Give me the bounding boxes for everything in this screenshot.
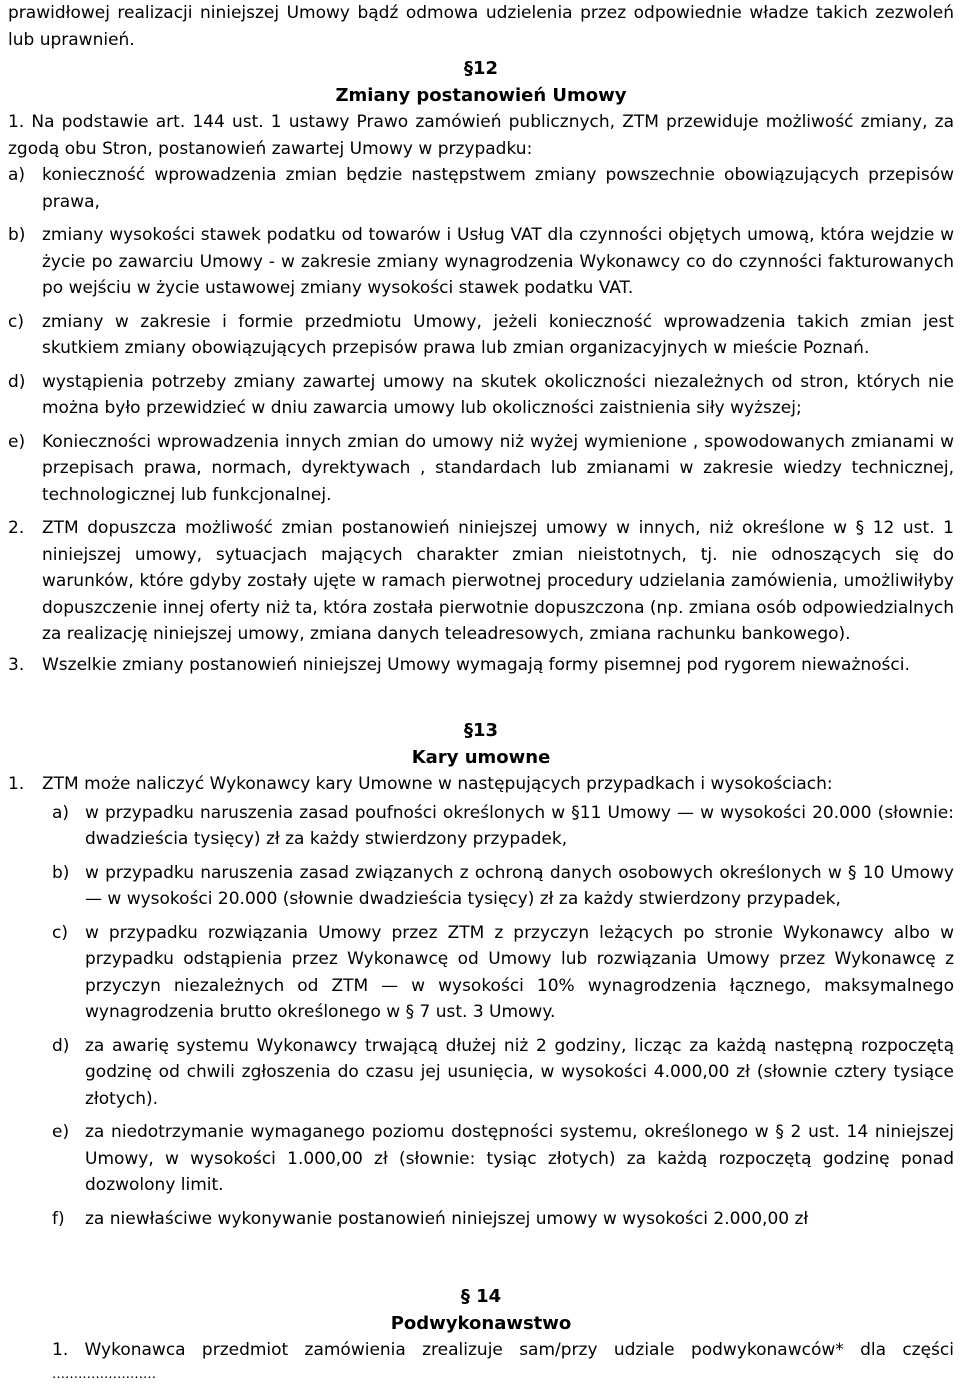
section-12-intro: 1. Na podstawie art. 144 ust. 1 ustawy Prawo zamówień publicznych, ZTM przewiduje możliwość zmiany, za zgodą obu Stron, postanowień zawartej Umowy w przypadku: bbox=[8, 112, 954, 159]
s13-list-item-f bbox=[8, 1206, 954, 1233]
list-marker: e) bbox=[8, 431, 26, 452]
s13-list-item-c bbox=[8, 920, 954, 1026]
list-marker: a) bbox=[52, 802, 70, 823]
list-marker: b) bbox=[52, 862, 70, 883]
list-item-text: za niewłaściwe wykonywanie postanowień niniejszej umowy w wysokości 2.000,00 zł bbox=[85, 1208, 809, 1229]
list-marker: 2. bbox=[8, 518, 25, 538]
list-item-text: wystąpienia potrzeby zmiany zawartej umowy na skutek okoliczności niezależnych od stron, których nie można było przewidzieć w dniu zawarcia umowy lub okoliczności zaistnienia siły wyższej; bbox=[42, 371, 954, 418]
list-marker: 3. bbox=[8, 654, 25, 675]
list-marker: f) bbox=[52, 1208, 65, 1229]
s12-list-item-d bbox=[8, 369, 954, 422]
section-14-title: Podwykonawstwo bbox=[390, 1312, 572, 1334]
s13-list-item-a bbox=[8, 800, 954, 853]
section-12-number: §12 bbox=[463, 58, 499, 79]
section-14-number: § 14 bbox=[460, 1286, 502, 1307]
list-marker: a) bbox=[8, 165, 26, 185]
list-marker: b) bbox=[8, 225, 26, 245]
s13-list-item-d bbox=[8, 1033, 954, 1113]
s12-paragraph-2 bbox=[8, 515, 954, 648]
list-item-text: w przypadku rozwiązania Umowy przez ZTM z przyczyn leżących po stronie Wykonawcy albo w przypadku odstąpienia przez Wykonawcę od Umowy lub rozwiązania Umowy przez Wykonawcę z przyczyn niezależnych od ZTM — w wysokości 10% wynagrodzenia łącznego, maksymalnego wynagrodzenia brutto określonego w § 7 ust. 3 Umowy. bbox=[85, 922, 954, 1022]
s12-list-item-e bbox=[8, 429, 954, 509]
paragraph-text: Wszelkie zmiany postanowień niniejszej Umowy wymagają formy pisemnej pod rygorem nieważności. bbox=[42, 654, 910, 675]
list-marker: 1. bbox=[8, 774, 25, 794]
list-marker: d) bbox=[8, 371, 26, 392]
list-item-text: w przypadku naruszenia zasad poufności określonych w §11 Umowy — w wysokości 20.000 (słownie: dwadzieścia tysięcy) zł za każdy stwierdzony przypadek, bbox=[85, 802, 954, 849]
list-item-text: w przypadku naruszenia zasad związanych z ochroną danych osobowych określonych w § 10 Umowy — w wysokości 20.000 (słownie dwadzieścia tysięcy) zł za każdy stwierdzony przypadek, bbox=[85, 862, 954, 909]
section-14-paragraph-1: 1. Wykonawca przedmiot zamówienia zrealizuje sam/przy udziale podwykonawców* dla części bbox=[52, 1340, 954, 1360]
s12-list-item-a bbox=[8, 162, 954, 215]
section-13-title: Kary umowne bbox=[411, 746, 551, 768]
s12-list-item-b bbox=[8, 222, 954, 302]
list-item-text: zmiany wysokości stawek podatku od towarów i Usług VAT dla czynności objętych umową, która wejdzie w życie po zawarciu Umowy - w zakresie zmiany wynagrodzenia Wykonawcy co do czynności fakturowanych po wejściu w życie ustawowej zmiany wysokości stawek podatku VAT. bbox=[42, 225, 954, 298]
list-item-text: konieczność wprowadzenia zmian będzie następstwem zmiany powszechnie obowiązujących przepisów prawa, bbox=[42, 165, 954, 212]
s12-list-item-c bbox=[8, 309, 954, 362]
section-12-title: Zmiany postanowień Umowy bbox=[335, 84, 627, 106]
list-item-text: za niedotrzymanie wymaganego poziomu dostępności systemu, określonego w § 2 ust. 14 niniejszej Umowy, w wysokości 1.000,00 zł (słownie: tysiąc złotych) za każdą rozpoczętą godzinę ponad dozwolony limit. bbox=[85, 1122, 954, 1195]
s13-list-item-e bbox=[8, 1119, 954, 1199]
s12-paragraph-3 bbox=[8, 652, 954, 679]
continuation-paragraph: prawidłowej realizacji niniejszej Umowy bądź odmowa udzielenia przez odpowiednie władze takich zezwoleń lub uprawnień. bbox=[8, 3, 954, 50]
paragraph-text: ZTM może naliczyć Wykonawcy kary Umowne w następujących przypadkach i wysokościach: bbox=[42, 774, 833, 794]
list-item-text: zmiany w zakresie i formie przedmiotu Umowy, jeżeli konieczność wprowadzenia takich zmian jest skutkiem zmiany obowiązujących przepisów prawa lub zmian organizacyjnych w mieście Poznań. bbox=[42, 311, 954, 358]
paragraph-text: ZTM dopuszcza możliwość zmian postanowień niniejszej umowy w innych, niż określone w § 12 ust. 1 niniejszej umowy, sytuacjach mających charakter zmian nieistotnych, tj. nie odnoszących się do warunków, które gdyby zostały ujęte w ramach pierwotnej procedury udzielania zamówienia, umożliwiłyby dopuszczenie innej oferty niż ta, która została pierwotnie dopuszczona (np. zmiana osób odpowiedzialnych za realizację niniejszej umowy, zmiana danych teleadresowych, zmiana rachunku bankowego). bbox=[42, 518, 954, 644]
section-13-number: §13 bbox=[463, 720, 499, 741]
blank-dotted-line: …………………… bbox=[52, 1366, 156, 1382]
list-marker: c) bbox=[52, 922, 68, 943]
list-item-text: za awarię systemu Wykonawcy trwającą dłużej niż 2 godziny, licząc za każdą następną rozpoczętą godzinę od chwili zgłoszenia do czasu jej usunięcia, w wysokości 4.000,00 zł (słownie cztery tysiące złotych). bbox=[85, 1035, 954, 1109]
list-item-text: Konieczności wprowadzenia innych zmian do umowy niż wyżej wymienione , spowodowanych zmianami w przepisach prawa, normach, dyrektywach , standardach lub zmianami w zakresie wiedzy technicznej, technologicznej lub funkcjonalnej. bbox=[42, 431, 954, 505]
s13-paragraph-1 bbox=[8, 771, 954, 798]
list-marker: c) bbox=[8, 311, 24, 332]
list-marker: d) bbox=[52, 1035, 70, 1056]
list-marker: e) bbox=[52, 1122, 70, 1142]
s13-list-item-b bbox=[8, 860, 954, 913]
